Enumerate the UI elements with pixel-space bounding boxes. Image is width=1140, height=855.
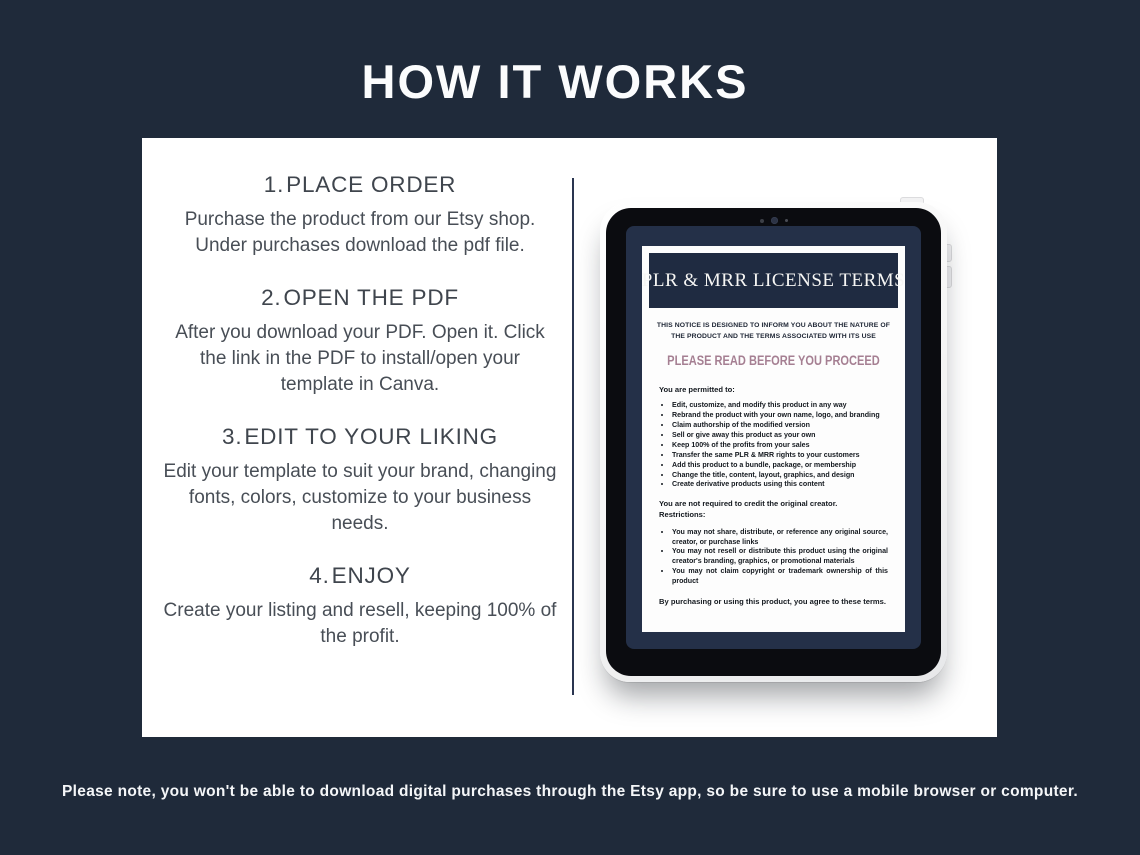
step-title: EDIT TO YOUR LIKING	[244, 424, 498, 449]
restrictions-list	[659, 528, 888, 588]
step-description: Purchase the product from our Etsy shop. Under purchases download the pdf file.	[184, 209, 536, 256]
step-number: 2.	[261, 285, 282, 310]
steps-list	[162, 172, 558, 650]
permitted-item: • Rebrand the product with your own name, logo, and branding	[672, 411, 888, 421]
tablet-screen	[626, 226, 921, 649]
permitted-item: • Edit, customize, and modify this product in any way	[672, 401, 888, 411]
step-item	[162, 424, 558, 537]
step-heading	[162, 172, 558, 198]
camera-lens-icon	[771, 217, 778, 224]
document-notice: THIS NOTICE IS DESIGNED TO INFORM YOU ABOUT THE NATURE OF THE PRODUCT AND THE TERMS ASSOCIATED WITH ITS USE	[656, 322, 891, 340]
license-document	[642, 246, 905, 632]
document-title: PLR & MRR LICENSE TERMS	[641, 269, 906, 291]
step-item	[162, 172, 558, 259]
step-number: 1.	[263, 172, 285, 197]
credit-note	[659, 499, 888, 520]
step-item	[162, 285, 558, 398]
permitted-list	[659, 401, 888, 490]
tablet-bezel	[606, 208, 941, 676]
content-card	[142, 138, 997, 737]
restrictions-heading: Restrictions:	[659, 509, 706, 519]
step-heading	[162, 285, 558, 311]
step-title: OPEN THE PDF	[283, 285, 459, 310]
permitted-item: • Keep 100% of the profits from your sales	[672, 441, 888, 451]
step-item	[162, 563, 558, 650]
front-camera-icon	[606, 217, 941, 224]
permitted-heading: You are permitted to:	[659, 385, 735, 395]
step-number: 3.	[222, 424, 243, 449]
restriction-item: • You may not share, distribute, or reference any original source, creator, or purchase links	[672, 528, 888, 548]
restriction-item: • You may not claim copyright or trademark ownership of this product	[672, 567, 888, 587]
agreement-statement: By purchasing or using this product, you agree to these terms.	[659, 597, 887, 607]
tablet-mockup	[600, 202, 947, 682]
permitted-item: • Create derivative products using this content	[672, 480, 888, 490]
footer-note: Please note, you won't be able to download digital purchases through the Etsy app, so be sure to use a mobile browser or computer.	[62, 783, 1078, 800]
sensor-dot-icon	[760, 219, 764, 223]
sensor-dot-icon	[785, 219, 788, 222]
step-heading	[162, 424, 558, 450]
step-description: After you download your PDF. Open it. Click the link in the PDF to install/open your template in Canva.	[175, 322, 545, 395]
step-title: PLACE ORDER	[286, 172, 457, 197]
step-description: Edit your template to suit your brand, changing fonts, colors, customize to your business needs.	[163, 461, 557, 534]
permitted-item: • Sell or give away this product as your own	[672, 431, 888, 441]
document-header-banner	[641, 253, 906, 308]
credit-note-text: You are not required to credit the original creator.	[659, 499, 838, 509]
restriction-item: • You may not resell or distribute this product using the original creator's branding, graphics, or promotional materials	[672, 547, 888, 567]
step-title: ENJOY	[331, 563, 411, 588]
page-title: HOW IT WORKS	[361, 55, 749, 108]
permitted-item: • Add this product to a bundle, package, or membership	[672, 461, 888, 471]
permitted-item: • Change the title, content, layout, graphics, and design	[672, 471, 888, 481]
permitted-item: • Transfer the same PLR & MRR rights to your customers	[672, 451, 888, 461]
vertical-divider	[572, 178, 574, 695]
document-body	[642, 385, 905, 606]
step-description: Create your listing and resell, keeping 100% of the profit.	[163, 600, 557, 647]
document-warning: PLEASE READ BEFORE YOU PROCEED	[667, 353, 880, 369]
step-heading	[162, 563, 558, 589]
step-number: 4.	[309, 563, 330, 588]
permitted-item: • Claim authorship of the modified version	[672, 421, 888, 431]
